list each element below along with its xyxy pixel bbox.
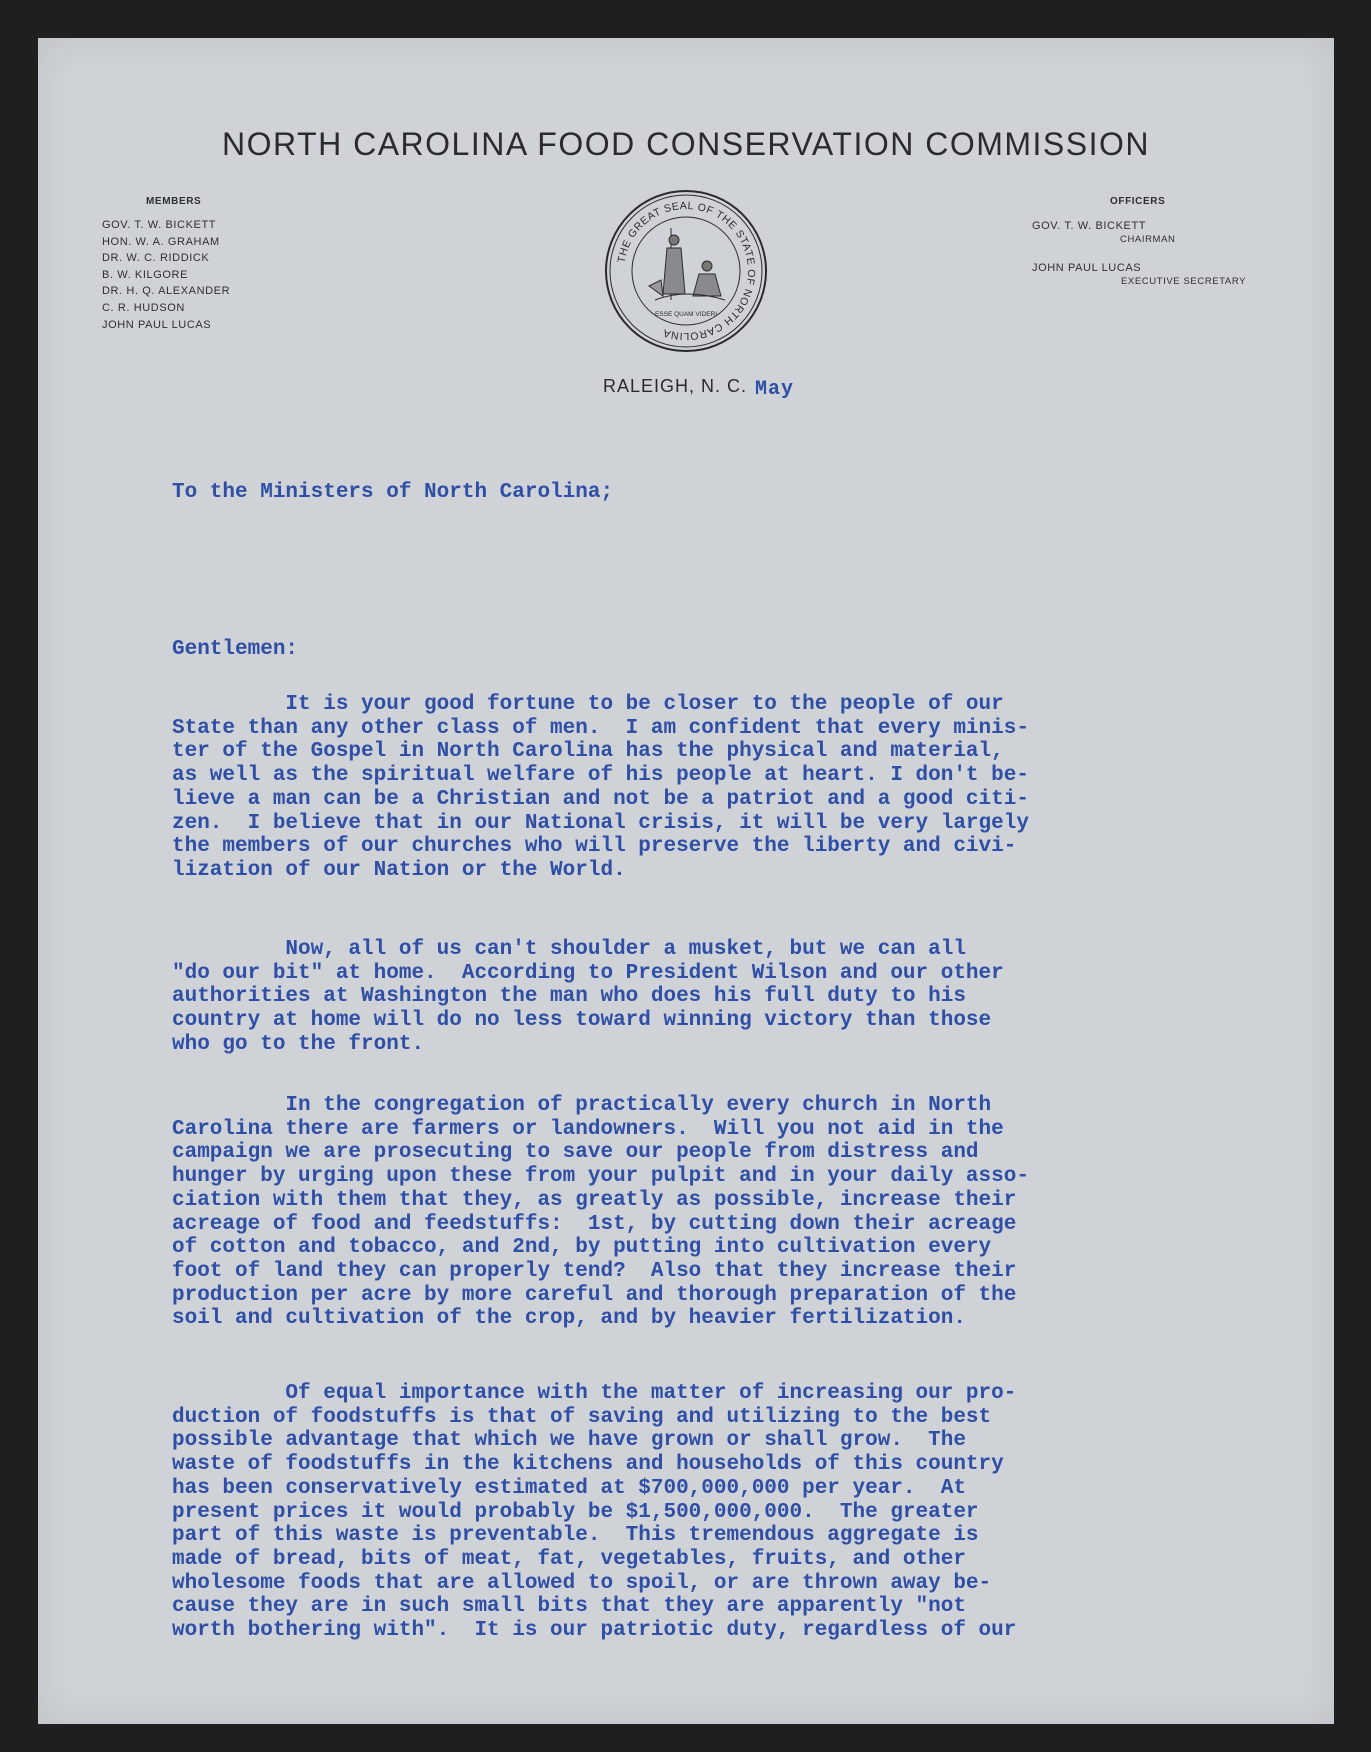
member-name: GOV. T. W. BICKETT	[102, 219, 217, 231]
member-name: C. R. HUDSON	[102, 301, 185, 314]
greeting-line: Gentlemen:	[172, 638, 299, 661]
seal-ring-text: THE GREAT SEAL OF THE STATE OF NORTH CAROLINA	[615, 199, 758, 343]
addressee-line: To the Ministers of North Carolina;	[172, 481, 614, 504]
date-month: May	[755, 378, 795, 401]
member-name: DR. H. Q. ALEXANDER	[102, 285, 231, 298]
members-list	[102, 196, 230, 333]
place-label: RALEIGH, N. C.	[603, 376, 748, 396]
officer-role: CHAIRMAN	[1120, 234, 1176, 245]
member-name: B. W. KILGORE	[102, 268, 189, 281]
body-paragraph: In the congregation of practically every church in North Carolina there are farmers or landowners. Will you not aid in the campaign we are prosecuting to save our people from distress and hunger by urging upon these from your pulpit and in your daily asso- ciation with them that they, as greatly as possible, increase their acreage of food and feedstuffs: 1st, by cutting down their acreage of cotton and tobacco, and 2nd, by putting into cultivation every foot of land they can properly tend? Also that they increase their production per acre by more careful and thorough preparation of the soil and cultivation of the crop, and by heavier fertilization.	[172, 1094, 1029, 1331]
officer-role: EXECUTIVE SECRETARY	[1121, 276, 1247, 287]
member-name: JOHN PAUL LUCAS	[102, 318, 212, 331]
letterhead-title: NORTH CAROLINA FOOD CONSERVATION COMMISSION	[222, 126, 1150, 162]
dateline	[603, 376, 794, 399]
officers-heading: OFFICERS	[1110, 196, 1166, 207]
officer-name: GOV. T. W. BICKETT	[1032, 220, 1147, 232]
member-name: HON. W. A. GRAHAM	[102, 235, 220, 248]
state-seal-icon	[603, 188, 769, 354]
body-paragraph: Of equal importance with the matter of increasing our pro- duction of foodstuffs is that of saving and utilizing to the best possible advantage that which we have grown or shall grow. The waste of foodstuffs in the kitchens and households of this country has been conservatively estimated at $700,000,000 per year. At present prices it would probably be $1,500,000,000. The greater part of this waste is preventable. This tremendous aggregate is made of bread, bits of meat, fat, vegetables, fruits, and other wholesome foods that are allowed to spoil, or are thrown away be- cause they are in such small bits that they are apparently "not worth bothering with". It is our patriotic duty, regardless of our	[172, 1382, 1017, 1643]
svg-text:THE GREAT SEAL OF THE STATE OF	[616, 200, 758, 342]
members-heading: MEMBERS	[146, 196, 202, 207]
body-paragraph: Now, all of us can't shoulder a musket, but we can all "do our bit" at home. According to President Wilson and our other authorities at Washington the man who does his full duty to his country at home will do no less toward winning victory than those who go to the front.	[172, 938, 1004, 1056]
body-paragraph: It is your good fortune to be closer to the people of our State than any other class of men. I am confident that every minis- ter of the Gospel in North Carolina has the physical and material, as well as the spiritual welfare of his people at heart. I don't be- lieve a man can be a Christian and not be a patriot and a good citi- zen. I believe that in our National crisis, it will be very largely the members of our churches who will preserve the liberty and civi- lization of our Nation or the World.	[172, 693, 1029, 882]
officer-name: JOHN PAUL LUCAS	[1032, 262, 1142, 274]
member-name: DR. W. C. RIDDICK	[102, 252, 210, 265]
letter-page	[38, 38, 1334, 1724]
seal-motto: ESSE QUAM VIDERI	[654, 311, 718, 318]
officers-list	[1032, 196, 1246, 289]
